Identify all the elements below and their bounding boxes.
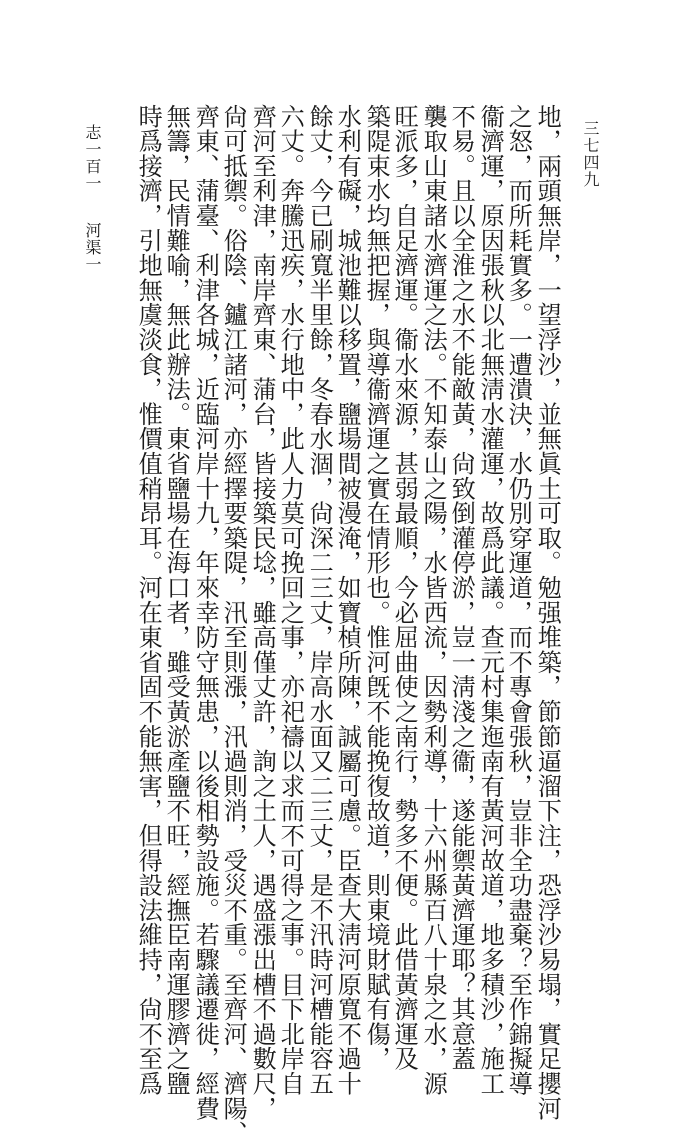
text-column-11: 齊河至利津，南岸齊東、蒲台，皆接築民埝，雖高僅丈許，詢之土人，遇盛漲出槽不過數尺， bbox=[248, 104, 277, 1121]
text-column-9: 餘丈，今已刷寬半里餘，冬春水涸，尙深二三丈，岸高水面又二三丈，是不汛時河槽能容五 bbox=[305, 104, 334, 1096]
text-column-2: 之怒，而所耗實多。一遭潰決，水仍別穿運道，而不專會張秋，豈非全功盡棄？至作錦擬導 bbox=[504, 104, 533, 1096]
text-column-7: 築隄束水均無把握，與導衞濟運之實在情形也。惟河旣不能挽復故道，則東境財賦有傷， bbox=[362, 104, 391, 1072]
text-column-5: 襲取山東諸水濟運之法。不知泰山之陽，水皆西流，因勢利導，十六州縣百八十泉之水，源 bbox=[419, 104, 448, 1096]
page-number: 三七四九 bbox=[581, 120, 600, 188]
text-column-8: 水利有礙，城池難以移置，鹽場間被漫淹，如寶楨所陳，誠屬可慮。臣查大淸河原寬不過十 bbox=[333, 104, 362, 1096]
footer-chapter: 河渠一 bbox=[83, 222, 102, 273]
text-column-3: 衞濟運，原因張秋以北無淸水灌運，故爲此議。查元村集迤南有黃河故道，地多積沙，施工 bbox=[476, 104, 505, 1096]
text-column-10: 六丈。奔騰迅疾，水行地中，此人力莫可挽回之事，亦祀禱以求而不可得之事。目下北岸自 bbox=[276, 104, 305, 1096]
text-column-6: 旺派多，自足濟運。衞水來源，甚弱最順，今必屈曲使之南行，勢多不便。此借黃濟運及 bbox=[390, 104, 419, 1072]
text-column-1: 地，兩頭無岸，一望浮沙，並無眞土可取。勉强堆築，節節逼溜下注，恐浮沙易塌，實足攖河 bbox=[533, 104, 562, 1121]
text-column-4: 不易。且以全淮之水不能敵黃，尙致倒灌停淤，豈一淸淺之衞，遂能禦黃濟運耶？其意蓋 bbox=[447, 104, 476, 1072]
text-column-12: 尙可抵禦。俗陰、鑪江諸河，亦經擇要築隄，汛至則漲，汛過則消，受災不重。至齊河、濟陽、 bbox=[219, 104, 248, 1146]
text-column-15: 時爲接濟，引地無虞淡食，惟價值稍昂耳。河在東省固不能無害，但得設法維持，尙不至爲 bbox=[134, 104, 163, 1096]
footer-volume: 志一百一 bbox=[83, 124, 102, 192]
text-column-14: 無籌，民情難喻，無此辦法。東省鹽場在海口者，雖受黃淤產鹽不旺，經撫臣南運膠濟之鹽 bbox=[162, 104, 191, 1096]
text-column-13: 齊東、蒲臺、利津各城，近臨河岸十九，年來幸防守無患，以後相勢設施。若驟議遷徙，經費 bbox=[191, 104, 220, 1121]
